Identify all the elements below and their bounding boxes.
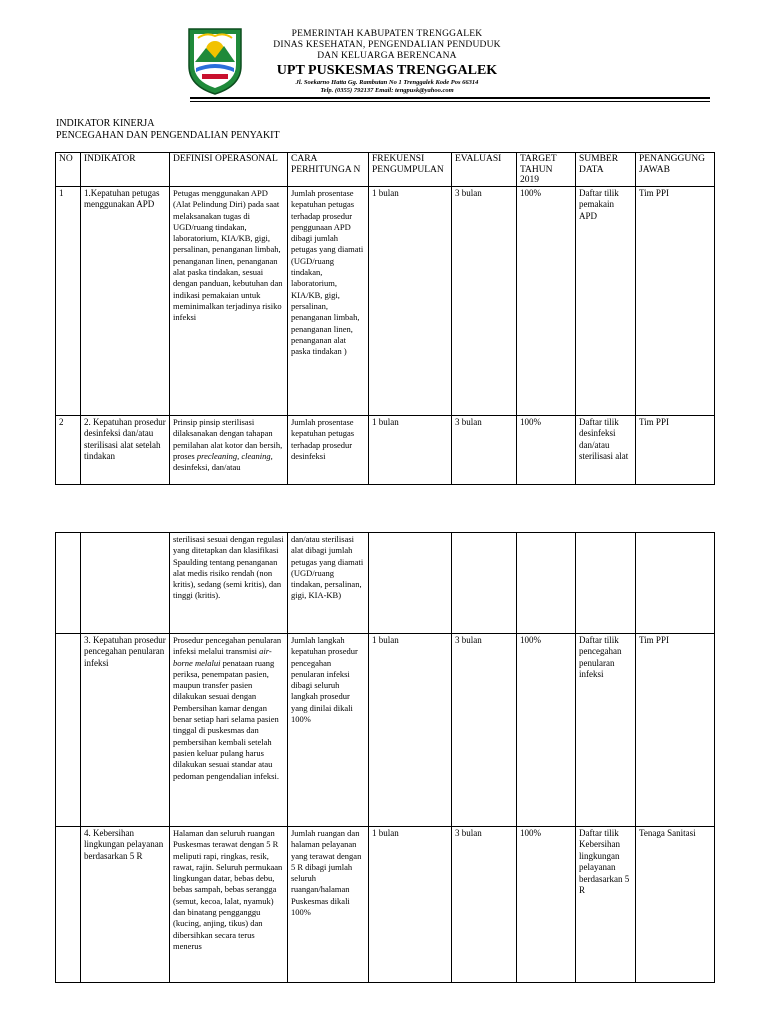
definisi-italic-text: air-borne melalui [173, 646, 272, 668]
cell-frekuensi: 1 bulan [369, 187, 452, 416]
cell-sumber: Daftar tilik pemakain APD [576, 187, 636, 416]
header-penanggung: PENANGGUNG JAWAB [636, 153, 715, 187]
cell-target: 100% [517, 187, 576, 416]
cell-cara: Jumlah ruangan dan halaman pelayanan yang terawat dengan 5 R dibagi jumlah seluruh ruangan/halaman Puskesmas dikali 100% [288, 827, 369, 983]
cell-no: 2 [56, 416, 81, 485]
table-header-row [56, 153, 715, 187]
cell-cara: Jumlah prosentase kepatuhan petugas terhadap prosedur desinfeksi [288, 416, 369, 485]
letterhead-address: Jl. Soekarno Hatta Gg. Rambutan No 1 Trenggalek Kode Pos 66314 [295, 79, 479, 86]
letterhead-line1: PEMERINTAH KABUPATEN TRENGGALEK [291, 29, 483, 39]
cell-definisi [170, 416, 288, 485]
header-sumber: SUMBER DATA [576, 153, 636, 187]
cell-no [56, 533, 81, 634]
definisi-text: penataan ruang periksa, penempatan pasien, maupun transfer pasien dilakukan sesuai dengan Pembersihan kamar dengan benar setiap hari selama pasien tinggal di puskesmas dan pembersihan kembali setelah pasien keluar pulang harus dilakukan sesuai standar atau pedoman pengendalian infeksi. [173, 657, 279, 781]
cell-frekuensi [369, 533, 452, 634]
cell-penanggung: Tim PPI [636, 634, 715, 827]
cell-no [56, 634, 81, 827]
header-evaluasi: EVALUASI [452, 153, 517, 187]
cell-indikator: 4. Kebersihan lingkungan pelayanan berdasarkan 5 R [81, 827, 170, 983]
definisi-text: desinfeksi, dan/atau [173, 462, 241, 473]
letterhead-contact: Telp. (0355) 792137 Email: tengpusk@yahoo.com [320, 87, 454, 94]
regency-logo-icon [186, 26, 244, 96]
cell-frekuensi: 1 bulan [369, 416, 452, 485]
cell-definisi: sterilisasi sesuai dengan regulasi yang ditetapkan dan klasifikasi Spaulding tentang penanganan alat medis risiko rendah (non kritis), sedang (semi kritis), dan tinggi (kritis). [170, 533, 288, 634]
cell-evaluasi: 3 bulan [452, 634, 517, 827]
letterhead-divider-thick [190, 97, 710, 99]
letterhead [262, 29, 512, 95]
cell-indikator: 2. Kepatuhan prosedur desinfeksi dan/atau sterilisasi alat setelah tindakan [81, 416, 170, 485]
cell-sumber [576, 533, 636, 634]
cell-indikator: 1.Kepatuhan petugas menggunakan APD [81, 187, 170, 416]
header-target: TARGET TAHUN 2019 [517, 153, 576, 187]
cell-penanggung: Tim PPI [636, 416, 715, 485]
cell-cara: dan/atau sterilisasi alat dibagi jumlah petugas yang diamati (UGD/ruang tindakan, persalinan, gigi, KIA-KB) [288, 533, 369, 634]
cell-definisi: Halaman dan seluruh ruangan Puskesmas terawat dengan 5 R meliputi rapi, ringkas, resik, rawat, rajin. Seluruh permukaan lingkungan datar, bebas debu, bebas sampah, bebas serangga (semut, kecoa, lalat, nyamuk) dan binatang pengganggu (kucing, anjing, tikus) dan dibersihkan secara terus menerus [170, 827, 288, 983]
table-row [56, 187, 715, 416]
table-row [56, 827, 715, 983]
definisi-text: Prosedur pencegahan penularan infeksi melalui transmisi [173, 635, 282, 657]
cell-sumber: Daftar tilik pencegahan penularan infeksi [576, 634, 636, 827]
cell-frekuensi: 1 bulan [369, 634, 452, 827]
cell-target [517, 533, 576, 634]
header-cara: CARA PERHITUNGA N [288, 153, 369, 187]
cell-no [56, 827, 81, 983]
document-title-line2: PENCEGAHAN DAN PENGENDALIAN PENYAKIT [56, 130, 280, 141]
cell-sumber: Daftar tilik Kebersihan lingkungan pelayanan berdasarkan 5 R [576, 827, 636, 983]
letterhead-divider-thin [190, 101, 710, 102]
cell-no: 1 [56, 187, 81, 416]
cell-evaluasi: 3 bulan [452, 187, 517, 416]
cell-definisi [170, 634, 288, 827]
cell-cara: Jumlah prosentase kepatuhan petugas terhadap prosedur penggunaan APD dibagi jumlah petugas yang diamati (UGD/ruang tindakan, laboratorium, KIA/KB, gigi, persalinan, penanganan limbah, penanganan linen, penanganan alat paska tindakan ) [288, 187, 369, 416]
header-indikator: INDIKATOR [81, 153, 170, 187]
cell-indikator: 3. Kepatuhan prosedur pencegahan penularan infeksi [81, 634, 170, 827]
cell-target: 100% [517, 827, 576, 983]
header-definisi: DEFINISI OPERASONAL [170, 153, 288, 187]
table-row [56, 416, 715, 485]
cell-evaluasi: 3 bulan [452, 416, 517, 485]
cell-definisi: Petugas menggunakan APD (Alat Pelindung Diri) pada saat melaksanakan tugas di UGD/ruang tindakan, laboratorium, KIA/KB, gigi, persalinan, penanganan limbah, penanganan linen, penanganan alat paska tindakan, sesuai dengan panduan, kebutuhan dan indikasi pemakaian untuk meminimalkan terjadinya risiko infeksi [170, 187, 288, 416]
cell-evaluasi: 3 bulan [452, 827, 517, 983]
header-no: NO [56, 153, 81, 187]
letterhead-line2: DINAS KESEHATAN, PENGENDALIAN PENDUDUK [273, 40, 501, 50]
institution-name: UPT PUSKESMAS TRENGGALEK [276, 63, 498, 78]
indicator-table [55, 152, 715, 485]
document-title-line1: INDIKATOR KINERJA [56, 118, 155, 129]
indicator-table-continued [55, 532, 715, 983]
definisi-italic-text: precleaning, cleaning, [196, 450, 273, 461]
cell-cara: Jumlah langkah kepatuhan prosedur pencegahan penularan infeksi dibagi seluruh langkah prosedur yang dinilai dikali 100% [288, 634, 369, 827]
cell-target: 100% [517, 416, 576, 485]
cell-penanggung [636, 533, 715, 634]
cell-indikator [81, 533, 170, 634]
header-frekuensi: FREKUENSI PENGUMPULAN [369, 153, 452, 187]
definisi-text: Prinsip pinsip sterilisasi dilaksanakan dengan tahapan pemilahan alat kotor dan bersih, proses [173, 417, 283, 461]
cell-frekuensi: 1 bulan [369, 827, 452, 983]
cell-sumber: Daftar tilik desinfeksi dan/atau sterilisasi alat [576, 416, 636, 485]
cell-penanggung: Tim PPI [636, 187, 715, 416]
table-row [56, 634, 715, 827]
letterhead-line3: DAN KELUARGA BERENCANA [317, 51, 457, 61]
cell-target: 100% [517, 634, 576, 827]
cell-penanggung: Tenaga Sanitasi [636, 827, 715, 983]
table-row [56, 533, 715, 634]
cell-evaluasi [452, 533, 517, 634]
